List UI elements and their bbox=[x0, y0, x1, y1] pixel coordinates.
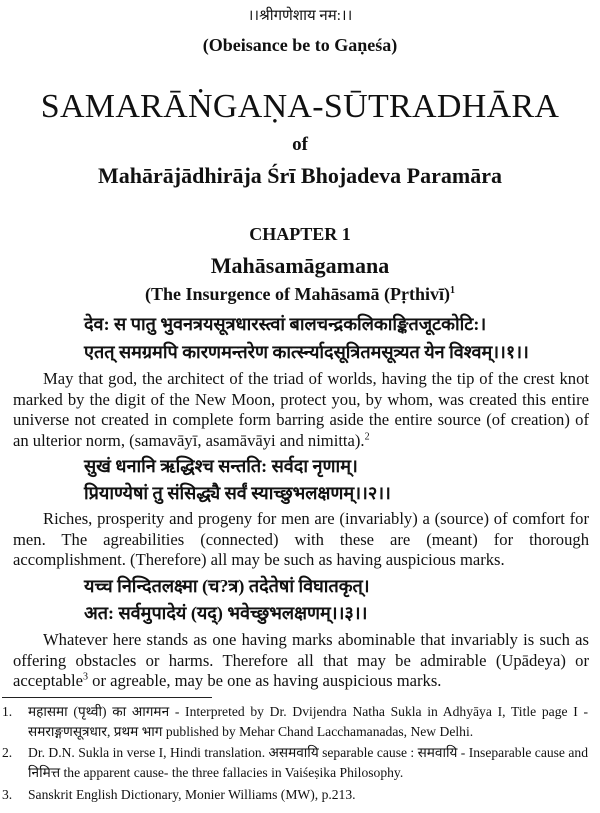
verse-3-line-1: यच्च निन्दितलक्ष्मा (च?त्र) तदेतेषां विघातकृत्। bbox=[84, 576, 370, 596]
footnote-number: 2. bbox=[2, 745, 13, 760]
chapter-number: CHAPTER 1 bbox=[249, 224, 351, 244]
verse-2-line-2: प्रियाण्येषां तु संसिद्ध्यै सर्वं स्याच्छुभलक्षणम्।।२।। bbox=[84, 483, 391, 503]
obeisance-line: (Obeisance be to Gaṇeśa) bbox=[202, 35, 398, 55]
verse-3-line-2: अत: सर्वमुपादेयं (यद्) भवेच्छुभलक्षणम्।।३।। bbox=[84, 603, 368, 623]
footnote-1 bbox=[2, 702, 588, 741]
translation-3-text-a: Whatever here stands as one having marks abominable that invariably is such as offering obstacles or harms. Therefore all that may be admirable (Upādeya) or acceptable bbox=[13, 630, 589, 691]
footnote-text: Dr. D.N. Sukla in verse I, Hindi translation. असमवायि separable cause : समवायि - Inseparable cause and निमित्त the apparent cause- the three fallacies in Vaiśeṣika Philosophy. bbox=[28, 745, 588, 780]
book-title: SAMARĀṄGAṆA-SŪTRADHĀRA bbox=[40, 88, 560, 125]
chapter-title: Mahāsamāgamana bbox=[210, 253, 390, 278]
verse-2-line-1: सुखं धनानि ऋद्धिश्च सन्तति: सर्वदा नृणाम्। bbox=[84, 456, 358, 476]
author-line: Mahārājādhirāja Śrī Bhojadeva Paramāra bbox=[98, 163, 502, 188]
footnote-text: महासमा (पृथ्वी) का आगमन - Interpreted by Dr. Dvijendra Natha Sukla in Adhyāya I, Title page I - समराङ्गणसूत्रधार, प्रथम भाग published by Mehar Chand Lacchamanadas, New Delhi. bbox=[28, 704, 588, 739]
invocation: ।।श्रीगणेशाय नम:।। bbox=[247, 8, 353, 24]
verse-1-line-1: देव: स पातु भुवनत्रयसूत्रधारस्त्वां बालचन्द्रकलिकाङ्कितजूटकोटि:। bbox=[84, 314, 487, 334]
translation-3 bbox=[13, 630, 589, 692]
verse-1-line-2: एतत् समग्रमपि कारणमन्तरेण कार्त्स्न्यादसूत्रितमसूत्र्यत येन विश्वम्।।१।। bbox=[84, 342, 529, 362]
footnote-number: 3. bbox=[2, 787, 13, 802]
of-line: of bbox=[292, 134, 308, 155]
translation-3-text-b: or agreable, may be one as having auspicious marks. bbox=[88, 671, 442, 691]
footnote-2 bbox=[2, 743, 588, 782]
footnote-3 bbox=[2, 785, 588, 805]
chapter-subtitle bbox=[0, 284, 600, 305]
translation-1-text: May that god, the architect of the triad of worlds, having the tip of the crest knot marked by the digit of the New Moon, protect you, by whom, was created this entire universe not created in complete form barring aside the entire source (of creation) of an ulterior norm, (samavāyī, asamāvāyi and nimitta). bbox=[13, 369, 589, 450]
translation-2: Riches, prosperity and progeny for men are (invariably) a (source) of comfort for men. The agreabilities (connected) with these are (meant) for thorough accomplishment. (Therefore) all may be such as having auspicious marks. bbox=[13, 509, 589, 570]
chapter-subtitle-text: (The Insurgence of Mahāsamā (Pṛthivī) bbox=[145, 284, 450, 304]
footnote-ref-2[interactable]: 2 bbox=[364, 431, 370, 443]
footnote-divider bbox=[2, 697, 212, 698]
footnote-ref-3[interactable]: 3 bbox=[83, 671, 89, 683]
translation-1 bbox=[13, 369, 589, 451]
footnote-number: 1. bbox=[2, 704, 13, 719]
footnote-text: Sanskrit English Dictionary, Monier Williams (MW), p.213. bbox=[28, 787, 356, 802]
footnote-ref-1[interactable]: 1 bbox=[449, 285, 455, 296]
